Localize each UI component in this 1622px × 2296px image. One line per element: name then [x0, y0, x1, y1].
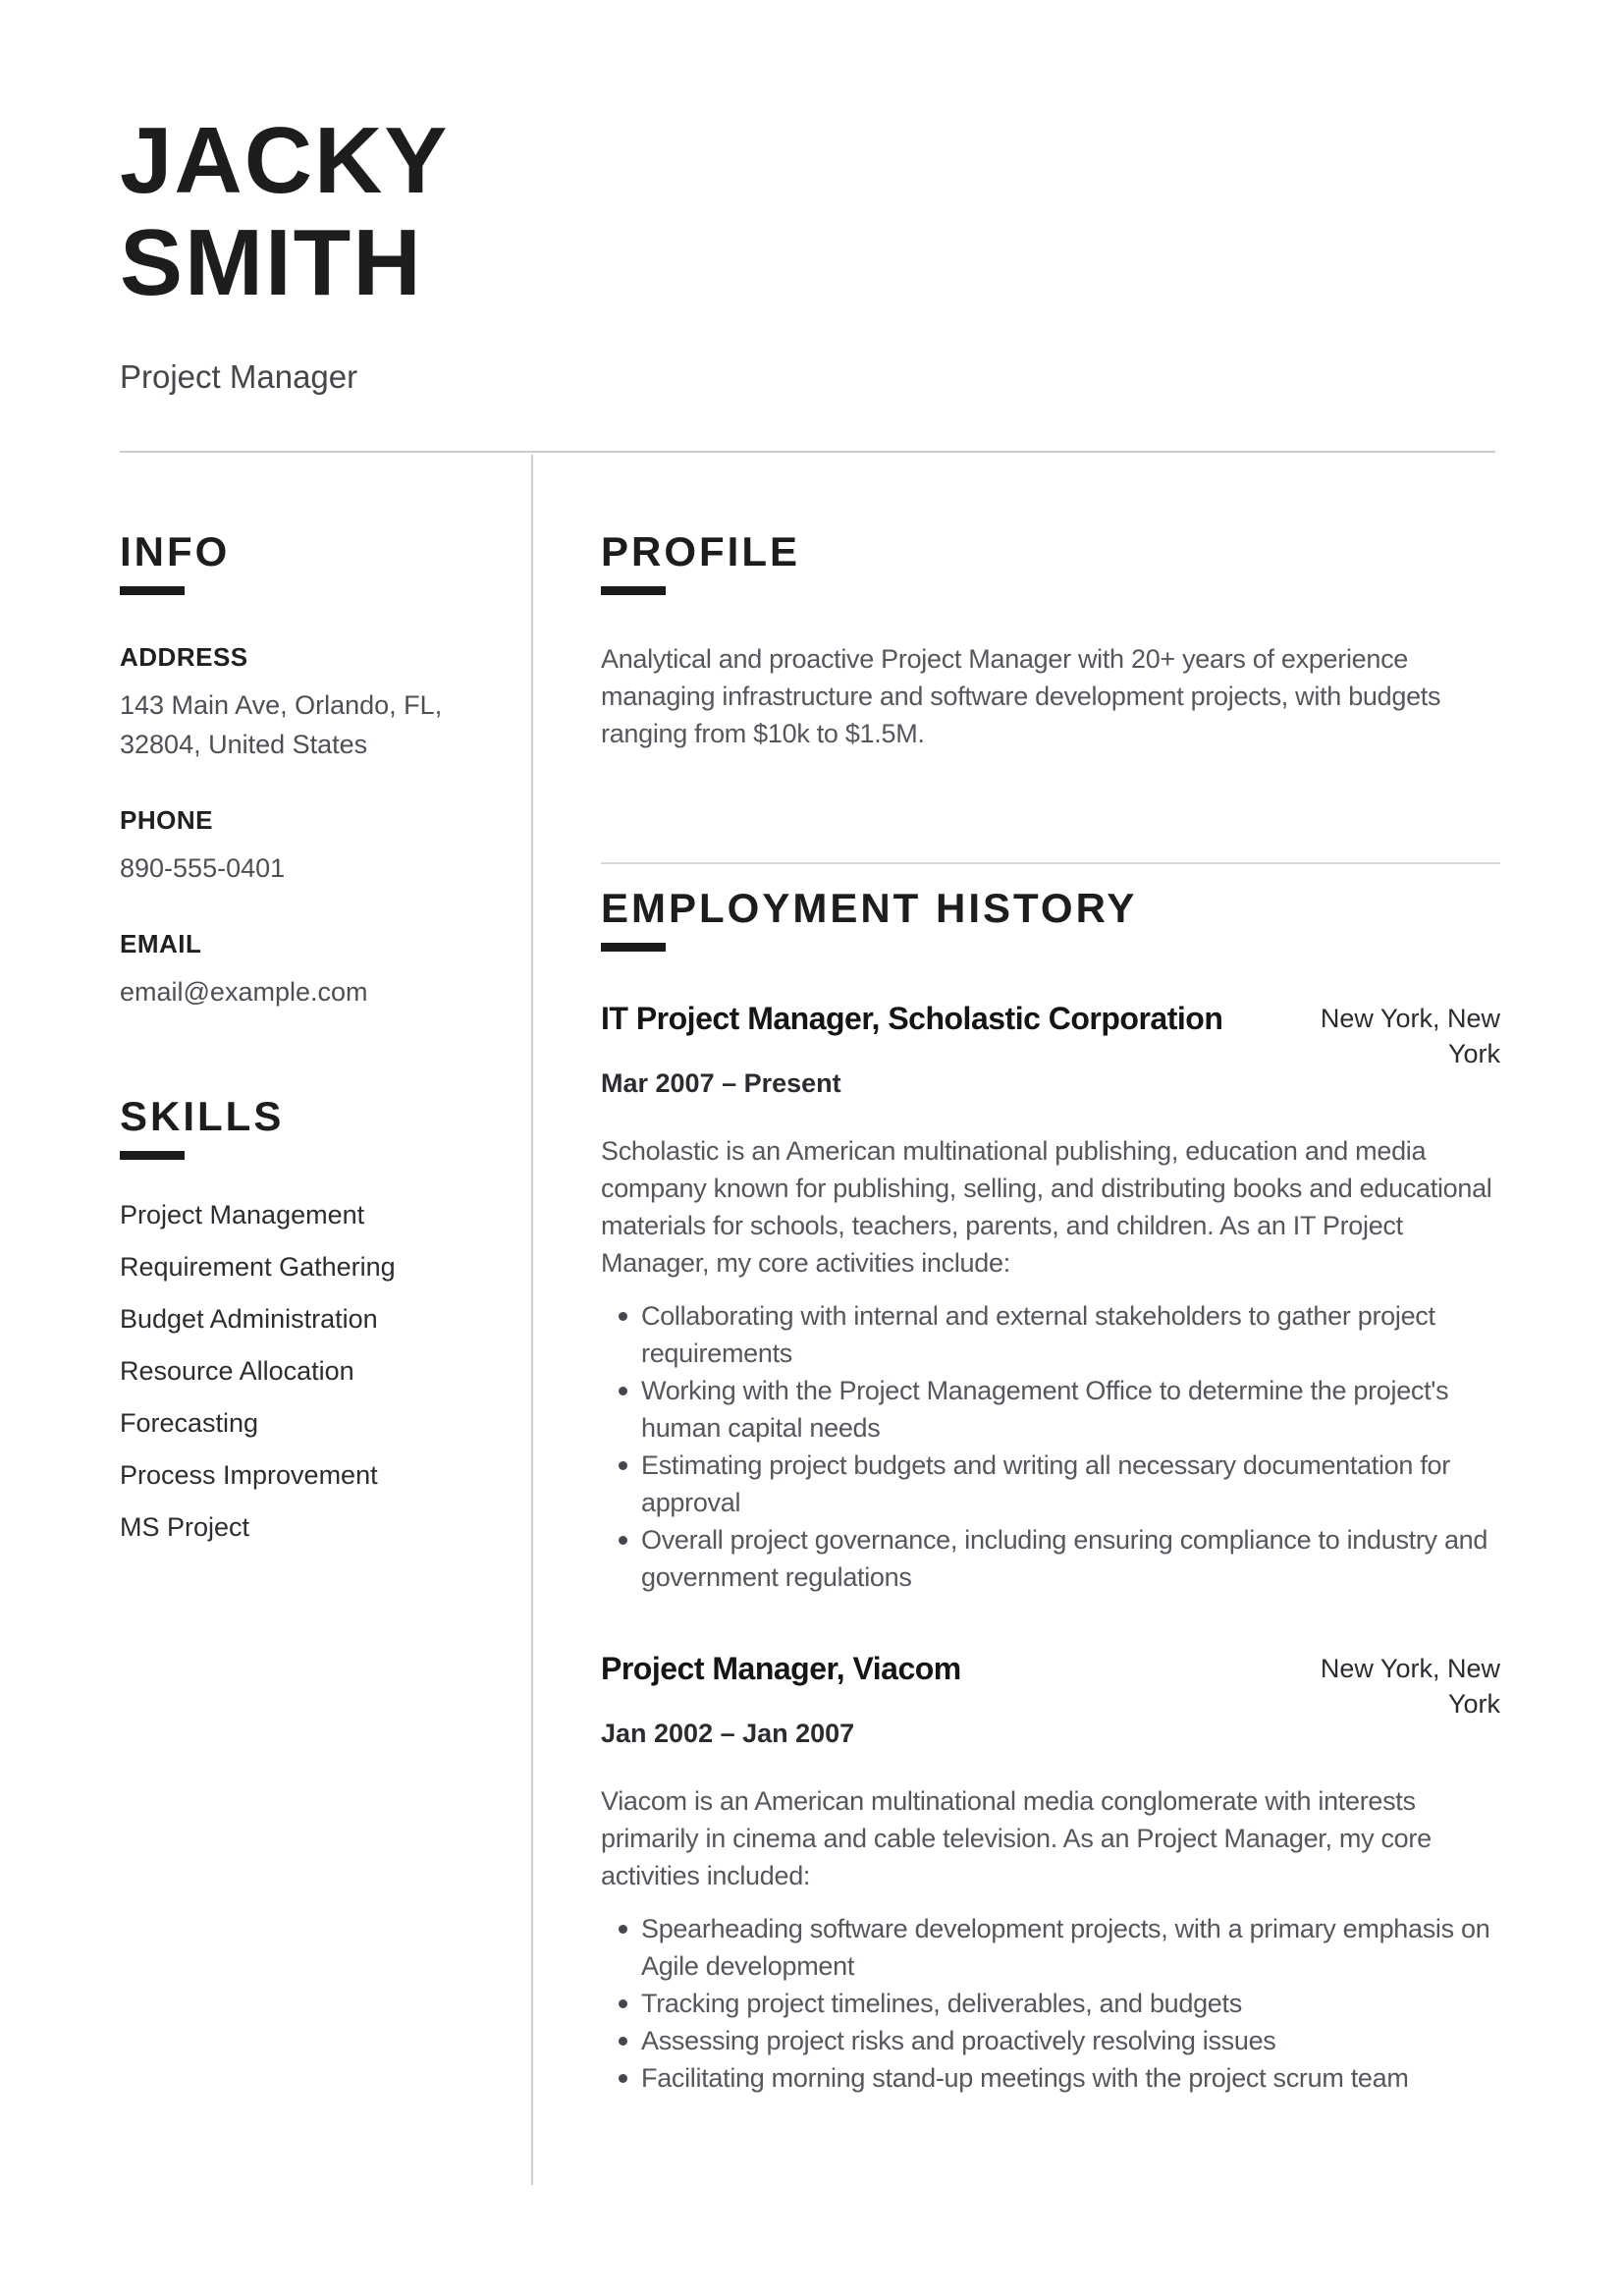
heading-underline — [601, 943, 666, 952]
info-heading: INFO — [120, 528, 231, 574]
profile-section — [601, 528, 1500, 752]
bullet-item: Facilitating morning stand-up meetings with the project scrum team — [601, 2059, 1500, 2097]
phone-value: 890-555-0401 — [120, 853, 286, 883]
address-label: ADDRESS — [120, 642, 248, 672]
profile-summary: Analytical and proactive Project Manager with 20+ years of experience managing infrastructure and software development projects, with budgets ranging from $10k to $1.5M. — [601, 644, 1441, 748]
info-section — [120, 528, 474, 1011]
heading-underline — [601, 586, 666, 595]
phone-field — [120, 807, 474, 888]
job-title: Project Manager, Viacom — [601, 1651, 961, 1686]
email-label: EMAIL — [120, 929, 202, 958]
address-field — [120, 644, 474, 764]
phone-label: PHONE — [120, 805, 213, 835]
job-location: New York, New York — [1320, 1654, 1500, 1719]
job-title: IT Project Manager, Scholastic Corporation — [601, 1001, 1223, 1036]
skill-item: Resource Allocation — [120, 1356, 354, 1386]
employment-heading: EMPLOYMENT HISTORY — [601, 885, 1138, 931]
job-dates: Mar 2007 – Present — [601, 1068, 841, 1098]
content-columns — [0, 453, 1622, 2097]
header — [120, 110, 1500, 397]
skill-item: Forecasting — [120, 1408, 259, 1438]
bullet-item: Assessing project risks and proactively resolving issues — [601, 2022, 1500, 2059]
sidebar — [0, 453, 531, 1559]
main-content — [531, 453, 1622, 2097]
bullet-item: Tracking project timelines, deliverables, and budgets — [601, 1985, 1500, 2022]
profile-heading: PROFILE — [601, 528, 801, 574]
section-divider — [601, 862, 1500, 864]
candidate-name: JACKY SMITH — [120, 108, 448, 315]
job-dates: Jan 2002 – Jan 2007 — [601, 1719, 855, 1748]
job-location: New York, New York — [1320, 1004, 1500, 1068]
bullet-item: Overall project governance, including ensuring compliance to industry and government regulations — [601, 1521, 1500, 1596]
address-value: 143 Main Ave, Orlando, FL, 32804, United States — [120, 690, 443, 759]
job-entry — [601, 999, 1500, 1596]
skills-heading: SKILLS — [120, 1093, 285, 1139]
job-description: Scholastic is an American multinational publishing, education and media company known for publishing, selling, and distributing books and educational materials for schools, teachers, parents, and children. As an IT Project Manager, my core activities include: — [601, 1136, 1492, 1278]
skill-item: MS Project — [120, 1512, 250, 1542]
skills-section — [120, 1093, 474, 1547]
skill-item: Process Improvement — [120, 1460, 378, 1490]
job-bullet-list — [601, 1910, 1500, 2097]
job-bullet-list — [601, 1297, 1500, 1596]
bullet-item: Estimating project budgets and writing all necessary documentation for approval — [601, 1447, 1500, 1521]
column-divider — [531, 455, 533, 2185]
bullet-item: Collaborating with internal and external stakeholders to gather project requirements — [601, 1297, 1500, 1372]
job-description: Viacom is an American multinational media conglomerate with interests primarily in cinema and cable television. As an Project Manager, my core activities included: — [601, 1786, 1432, 1890]
job-header — [601, 1649, 1500, 1719]
candidate-job-title: Project Manager — [120, 358, 358, 395]
email-value: email@example.com — [120, 977, 368, 1007]
skill-item: Requirement Gathering — [120, 1252, 396, 1282]
skill-item: Budget Administration — [120, 1304, 378, 1334]
bullet-item: Working with the Project Management Office to determine the project's human capital needs — [601, 1372, 1500, 1447]
skill-item: Project Management — [120, 1200, 365, 1230]
email-field — [120, 931, 474, 1011]
skills-list — [120, 1195, 474, 1547]
heading-underline — [120, 586, 185, 595]
bullet-item: Spearheading software development projects, with a primary emphasis on Agile development — [601, 1910, 1500, 1985]
heading-underline — [120, 1151, 185, 1160]
job-entry — [601, 1649, 1500, 2097]
employment-section — [601, 885, 1500, 2097]
job-header — [601, 999, 1500, 1068]
